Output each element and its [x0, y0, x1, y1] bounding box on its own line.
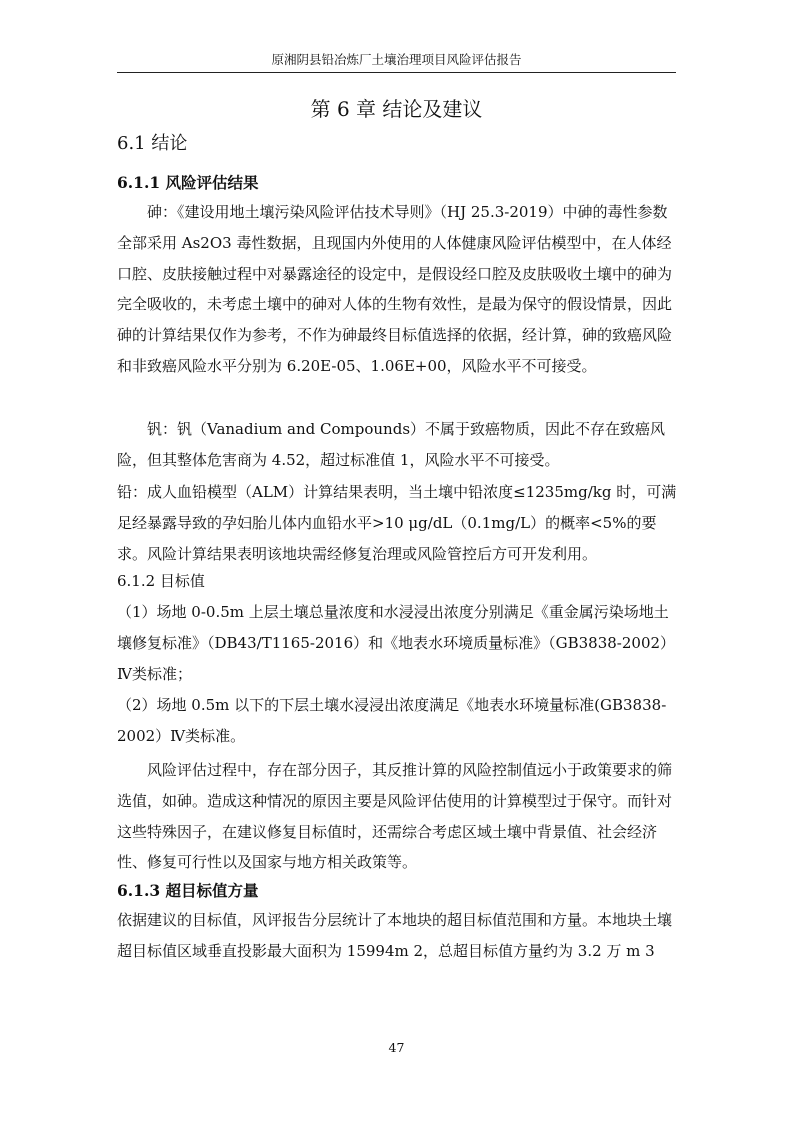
volume-paragraph: 依据建议的目标值，风评报告分层统计了本地块的超目标值范围和方量。本地块土壤超目标值区域垂直投影最大面积为 15994m 2，总超目标值方量约为 3.2 万 m 3: [117, 911, 673, 960]
page-number: 47: [388, 1040, 405, 1055]
chapter-title: 第 6 章 结论及建议: [310, 97, 483, 121]
section-heading-6-1-1: 6.1.1 风险评估结果: [117, 173, 259, 192]
lead-paragraph: 铅：成人血铅模型（ALM）计算结果表明，当土壤中铅浓度≤1235mg/kg 时，可满足经暴露导致的孕妇胎儿体内血铅水平>10 μg/dL（0.1mg/L）的概率<5%的要求。风险计算结果表明该地块需经修复治理或风险管控后方可开发利用。: [117, 483, 677, 563]
target-item-1: （1）场地 0-0.5m 上层土壤总量浓度和水浸浸出浓度分别满足《重金属污染场地土壤修复标准》（DB43/T1165-2016）和《地表水环境质量标准》（GB3838-2002）Ⅳ类标准；: [117, 603, 676, 683]
section-heading-6-1-3: 6.1.3 超目标值方量: [117, 881, 259, 900]
vanadium-paragraph: 钒：钒（Vanadium and Compounds）不属于致癌物质，因此不存在致癌风险，但其整体危害商为 4.52，超过标准值 1，风险水平不可接受。: [117, 420, 666, 469]
target-explanation-paragraph: 风险评估过程中，存在部分因子，其反推计算的风险控制值远小于政策要求的筛选值，如砷。造成这种情况的原因主要是风险评估使用的计算模型过于保守。而针对这些特殊因子，在建议修复目标值时，还需综合考虑区域土壤中背景值、社会经济性、修复可行性以及国家与地方相关政策等。: [117, 761, 673, 872]
running-header: 原湘阴县铅冶炼厂土壤治理项目风险评估报告: [271, 52, 522, 67]
header-rule: [117, 72, 676, 73]
target-item-2: （2）场地 0.5m 以下的下层土壤水浸浸出浓度满足《地表水环境量标准(GB3838-2002）Ⅳ类标准。: [117, 696, 667, 745]
arsenic-paragraph: 砷：《建设用地土壤污染风险评估技术导则》（HJ 25.3-2019）中砷的毒性参数全部采用 As2O3 毒性数据，且现国内外使用的人体健康风险评估模型中，在人体经口腔、皮肤接触过程中对暴露途径的设定中，是假设经口腔及皮肤吸收土壤中的砷为完全吸收的，未考虑土壤中的砷对人体的生物有效性，是最为保守的假设情景，因此砷的计算结果仅作为参考，不作为砷最终目标值选择的依据，经计算，砷的致癌风险和非致癌风险水平分别为 6.20E-05、1.06E+00，风险水平不可接受。: [117, 203, 673, 375]
section-heading-6-1-2: 6.1.2 目标值: [117, 572, 205, 590]
section-heading-6-1: 6.1 结论: [117, 133, 188, 154]
